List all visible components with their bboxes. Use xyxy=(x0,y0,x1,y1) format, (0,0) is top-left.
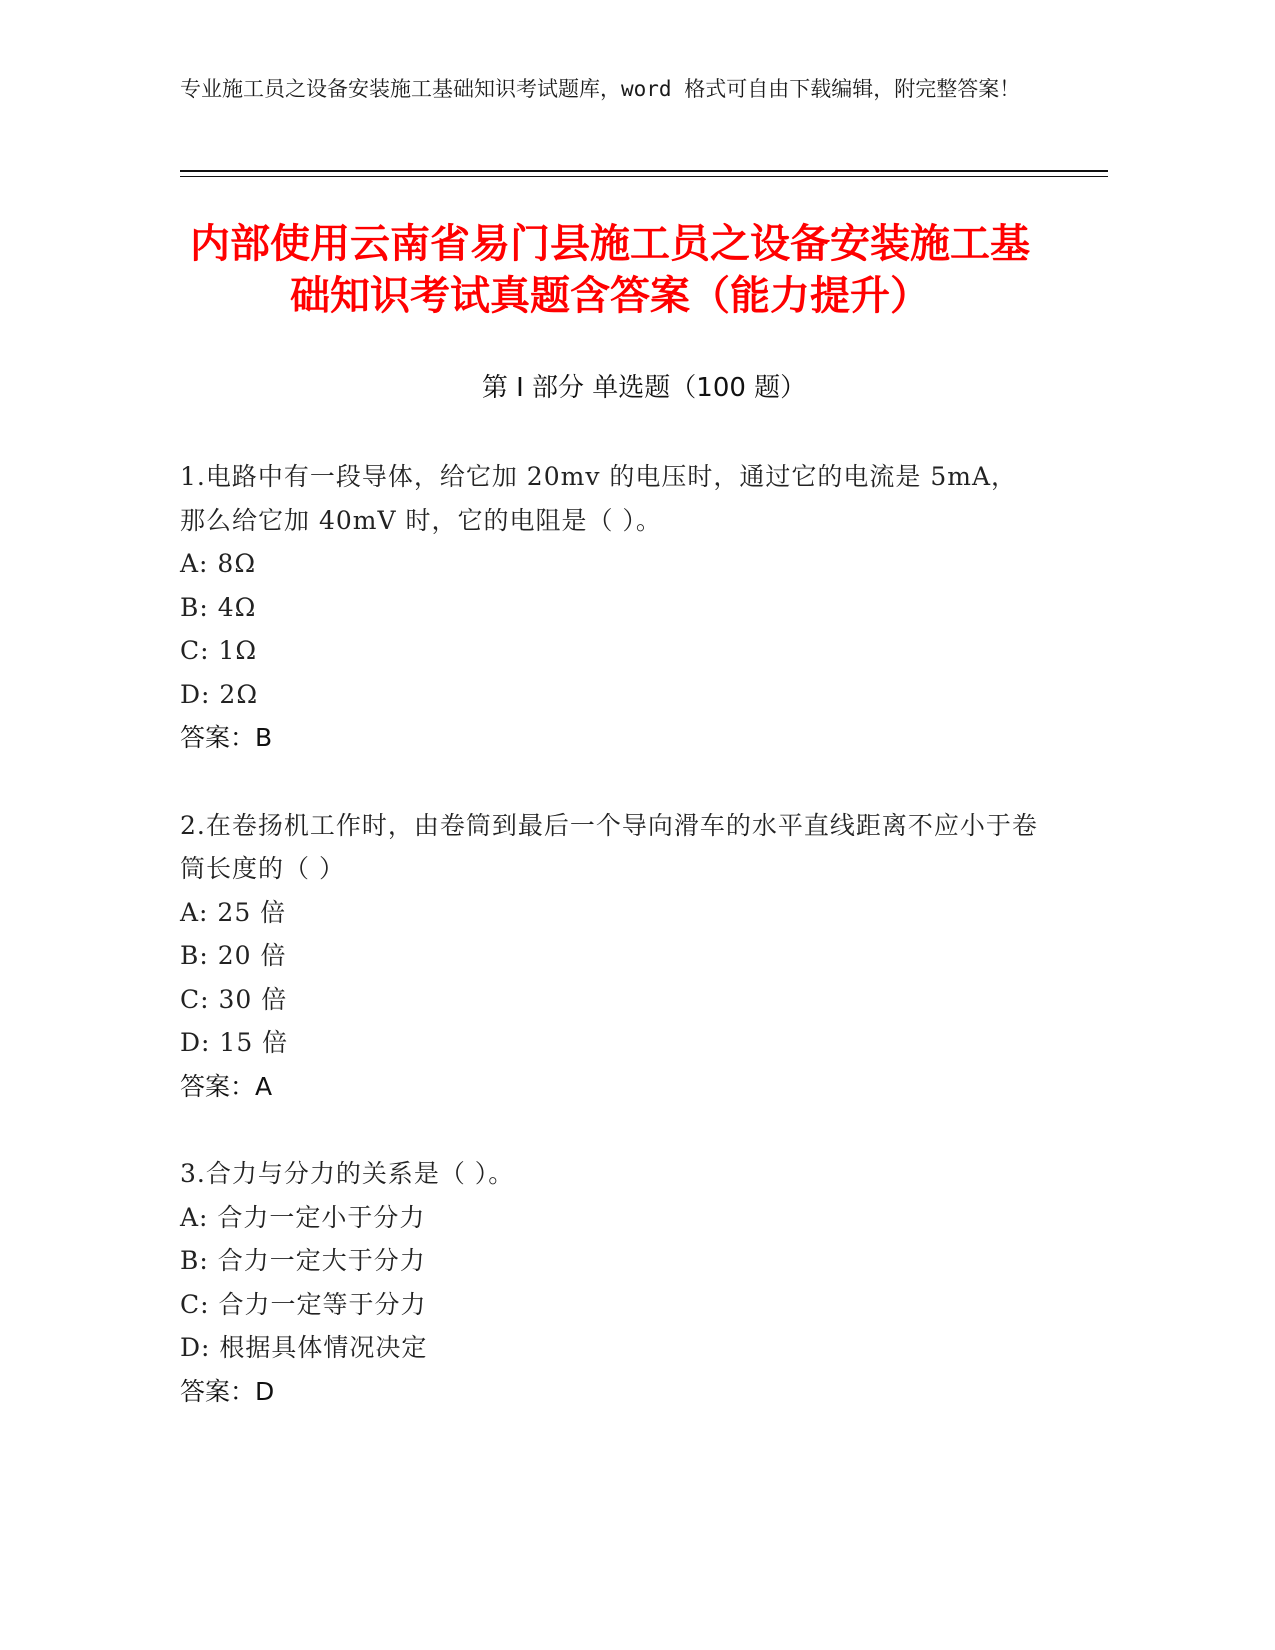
question-text: 1.电路中有一段导体，给它加 20mv 的电压时，通过它的电流是 5mA，那么给它加 40mV 时，它的电阻是（ ）。 xyxy=(180,462,1018,535)
option-b: B: 4Ω xyxy=(180,592,257,622)
question-3 xyxy=(180,1152,1040,1413)
option-a: A: 合力一定小于分力 xyxy=(180,1202,426,1232)
header-divider-thick xyxy=(180,170,1108,172)
answer: 答案：A xyxy=(180,1071,273,1101)
document-title: 内部使用云南省易门县施工员之设备安装施工基础知识考试真题含答案（能力提升） xyxy=(190,221,1030,319)
option-d: D: 2Ω xyxy=(180,679,259,709)
header-note: 专业施工员之设备安装施工基础知识考试题库，word 格式可自由下载编辑，附完整答案！ xyxy=(180,77,1021,101)
section-title: 第 I 部分 单选题（100 题） xyxy=(481,373,807,403)
option-c: C: 合力一定等于分力 xyxy=(180,1289,427,1319)
question-1 xyxy=(180,455,1040,760)
question-list xyxy=(180,455,1040,1457)
question-text: 3.合力与分力的关系是（ ）。 xyxy=(180,1159,515,1188)
option-d: D: 根据具体情况决定 xyxy=(180,1333,428,1362)
question-text: 2.在卷扬机工作时，由卷筒到最后一个导向滑车的水平直线距离不应小于卷筒长度的（ ） xyxy=(180,810,1038,883)
question-2 xyxy=(180,804,1040,1109)
option-b: B: 合力一定大于分力 xyxy=(180,1246,426,1275)
option-c: C: 1Ω xyxy=(180,636,258,665)
option-a: A: 25 倍 xyxy=(180,897,287,927)
option-c: C: 30 倍 xyxy=(180,984,288,1014)
option-b: B: 20 倍 xyxy=(180,941,287,970)
option-d: D: 15 倍 xyxy=(180,1028,289,1057)
header-divider-thin xyxy=(180,176,1108,177)
answer: 答案：B xyxy=(180,723,273,752)
answer: 答案：D xyxy=(180,1376,275,1406)
option-a: A: 8Ω xyxy=(180,549,257,578)
